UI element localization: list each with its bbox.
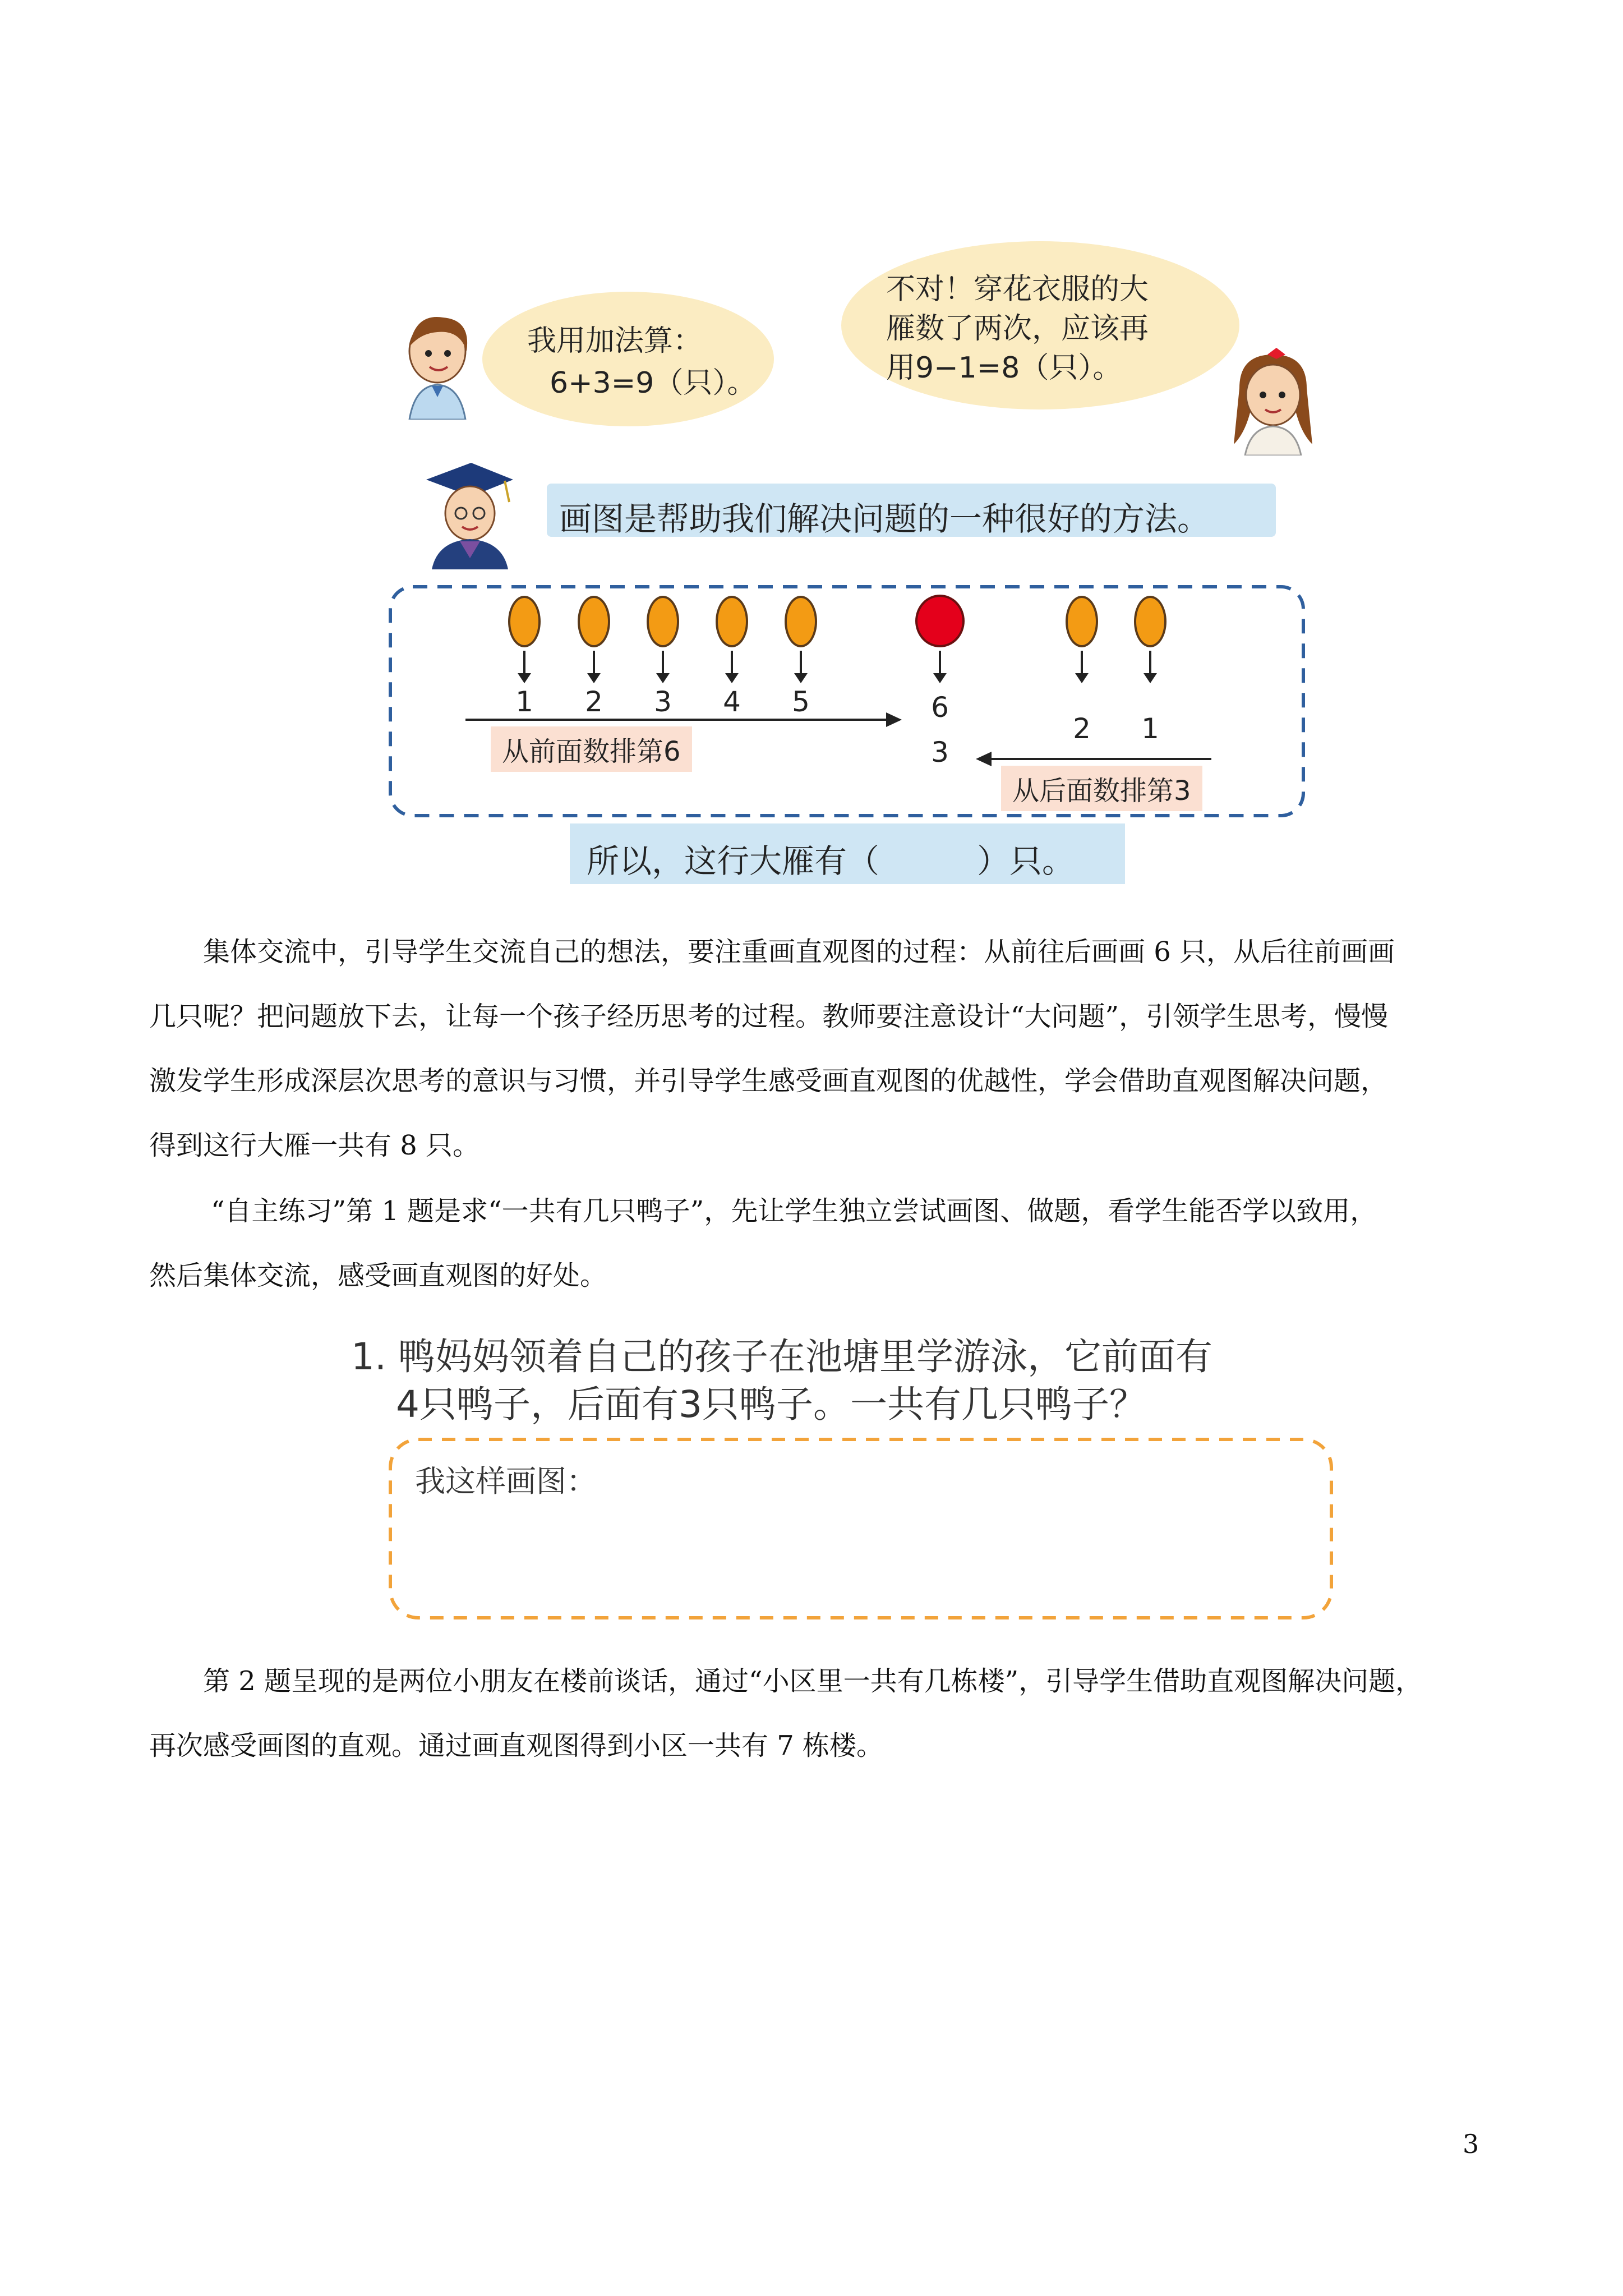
arrow-down-1: [523, 651, 525, 675]
arrow-down-back-1: [1149, 651, 1151, 675]
front-number-1: 1: [515, 685, 533, 718]
paragraph-1-line-1: 集体交流中，引导学生交流自己的想法，要注重画直观图的过程：从前往后画画 6 只，从后往前画画: [203, 936, 1395, 968]
paragraph-2: [149, 1179, 1484, 1308]
paragraph-2-line-1: “自主练习”第 1 题是求“一共有几只鸭子”，先让学生独立尝试画图、做题，看学生能否学以致用，: [211, 1195, 1377, 1227]
front-number-3: 3: [654, 685, 672, 718]
back-count-label: 从后面数排第3: [1001, 766, 1202, 811]
back-number-2: 2: [1073, 712, 1091, 745]
draw-prompt: 我这样画图：: [415, 1464, 597, 1499]
goose-1: [508, 596, 541, 647]
back-count-arrow: [976, 751, 1211, 767]
page-number: 3: [1463, 2129, 1479, 2159]
teacher-note: [547, 484, 1276, 537]
goose-flowered-6: [915, 595, 965, 647]
girl-bubble-line-3: 用9−1=8（只）。: [886, 351, 1122, 385]
paragraph-1-line-4: 得到这行大雁一共有 8 只。: [149, 1130, 480, 1161]
arrow-down-5: [800, 651, 802, 675]
boy-speech-bubble: [482, 292, 774, 426]
front-number-5: 5: [792, 685, 810, 718]
girl-avatar: [1223, 343, 1324, 455]
teacher-note-text: 画图是帮助我们解决问题的一种很好的方法。: [559, 500, 1210, 538]
arrow-down-3: [662, 651, 664, 675]
arrow-down-2: [593, 651, 595, 675]
paragraph-2-line-2: 然后集体交流，感受画直观图的好处。: [149, 1260, 607, 1291]
center-number-bottom: 3: [931, 736, 949, 769]
exercise-question-line-2: 4只鸭子，后面有3只鸭子。一共有几只鸭子？: [396, 1383, 1146, 1426]
paragraph-3-line-2: 再次感受画图的直观。通过画直观图得到小区一共有 7 栋楼。: [149, 1730, 884, 1761]
goose-4: [716, 596, 748, 647]
back-number-1: 1: [1141, 712, 1159, 745]
arrow-down-4: [731, 651, 733, 675]
boy-avatar: [393, 307, 482, 420]
paragraph-1: [149, 920, 1484, 1178]
goose-5: [785, 596, 817, 647]
goose-2: [578, 596, 610, 647]
girl-bubble-line-1: 不对！穿花衣服的大: [886, 273, 1149, 306]
front-number-4: 4: [723, 685, 741, 718]
answer-strip: [570, 823, 1125, 884]
exercise-question-line-1: 1. 鸭妈妈领着自己的孩子在池塘里学游泳，它前面有: [351, 1335, 1212, 1378]
paragraph-3-line-1: 第 2 题呈现的是两位小朋友在楼前谈话，通过“小区里一共有几栋楼”，引导学生借助直观图解决问题，: [203, 1665, 1423, 1697]
girl-speech-bubble: [841, 241, 1239, 409]
answer-text: 所以，这行大雁有（ ）只。: [587, 842, 1075, 880]
boy-bubble-line-2: 6+3=9（只）。: [550, 366, 757, 400]
paragraph-1-line-2: 几只呢？把问题放下去，让每一个孩子经历思考的过程。教师要注意设计“大问题”，引领学生思考，慢慢: [149, 1001, 1389, 1032]
goose-back-2: [1066, 596, 1098, 647]
goose-back-1: [1134, 596, 1166, 647]
paragraph-3: [149, 1649, 1484, 1778]
boy-bubble-line-1: 我用加法算：: [527, 324, 703, 358]
arrow-down-6: [939, 651, 941, 675]
arrow-down-back-2: [1081, 651, 1083, 675]
goose-3: [647, 596, 679, 647]
front-count-label: 从前面数排第6: [491, 726, 692, 772]
front-number-2: 2: [585, 685, 603, 718]
paragraph-1-line-3: 激发学生形成深层次思考的意识与习惯，并引导学生感受画直观图的优越性，学会借助直观图解决问题，: [149, 1065, 1388, 1097]
girl-bubble-line-2: 雁数了两次，应该再: [886, 312, 1149, 346]
center-number-top: 6: [931, 691, 949, 724]
front-count-arrow: [465, 711, 903, 728]
teacher-avatar: [421, 457, 516, 569]
